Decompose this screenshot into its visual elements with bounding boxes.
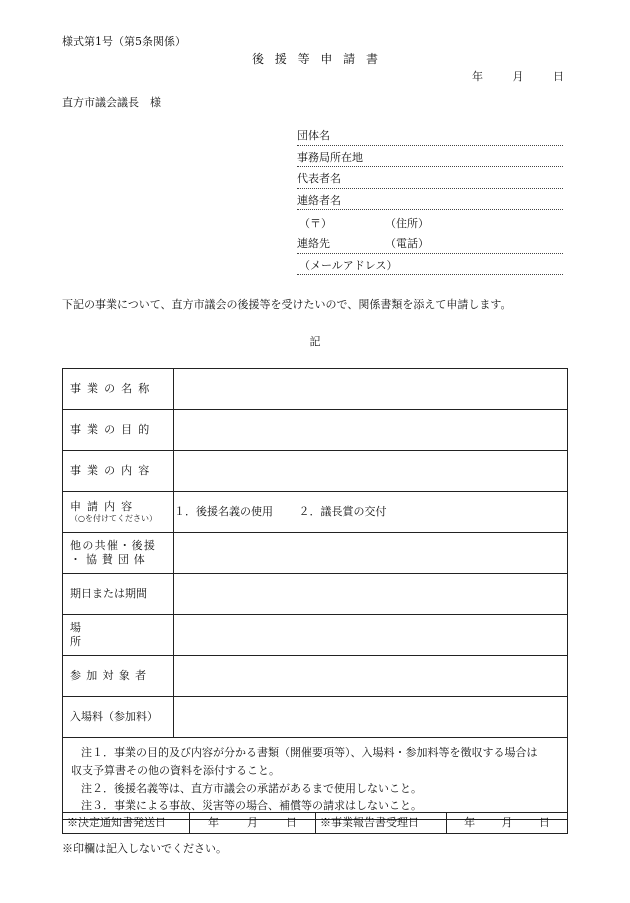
phone-field[interactable] xyxy=(297,232,563,254)
fee-label: 入場料（参加料） xyxy=(63,697,174,738)
place-input[interactable] xyxy=(174,615,568,656)
office-address-field[interactable] xyxy=(297,146,563,168)
table-row xyxy=(63,574,568,615)
office-address-label: 事務局所在地 xyxy=(297,150,363,164)
fee-input[interactable] xyxy=(174,697,568,738)
project-content-label: 事業の内容 xyxy=(63,451,174,492)
application-options xyxy=(174,492,568,533)
contact-label: 連絡先 xyxy=(297,237,330,251)
report-date-label: ※事業報告書受理日 xyxy=(316,813,447,834)
application-content-title: 申請内容 xyxy=(70,499,139,513)
decision-month: 月 xyxy=(247,815,258,829)
cosponsor-line1: 他の共催・後援 xyxy=(70,538,157,552)
email-field[interactable] xyxy=(297,254,563,276)
note-2: 注２．後援名義等は、直方市議会の承諾があるまで使用しないこと。 xyxy=(81,781,422,795)
table-row xyxy=(63,697,568,738)
addressee: 直方市議会議長 様 xyxy=(62,96,161,109)
table-row xyxy=(63,656,568,697)
representative-field[interactable] xyxy=(297,167,563,189)
option-chair-award[interactable]: ２．議長賞の交付 xyxy=(298,504,387,518)
place-label-text: 場所 xyxy=(70,620,139,648)
notes-cell xyxy=(63,738,568,820)
form-number: 様式第1号（第5条関係） xyxy=(62,35,186,48)
email-label: （メールアドレス） xyxy=(299,258,398,272)
date-day: 日 xyxy=(553,70,564,83)
cosponsor-line2: ・協賛団体 xyxy=(70,553,150,566)
cosponsor-label xyxy=(63,533,174,574)
note-3: 注３．事業による事故、災害等の場合、補償等の請求はしないこと。 xyxy=(81,799,422,813)
report-date-value[interactable] xyxy=(447,813,568,834)
footnote: ※印欄は記入しないでください。 xyxy=(62,842,227,855)
project-purpose-input[interactable] xyxy=(174,410,568,451)
postal-label: （〒） xyxy=(299,216,332,230)
office-use-table xyxy=(62,812,568,834)
notes-row xyxy=(63,738,568,820)
date-month: 月 xyxy=(512,70,524,83)
table-row xyxy=(63,451,568,492)
applicant-block xyxy=(297,124,563,275)
project-content-input[interactable] xyxy=(174,451,568,492)
table-row xyxy=(63,533,568,574)
organization-field[interactable] xyxy=(297,124,563,146)
application-content-label xyxy=(63,492,174,533)
project-name-input[interactable] xyxy=(174,369,568,410)
intro-text: 下記の事業について、直方市議会の後援等を受けたいので、関係書類を添えて申請します。 xyxy=(62,298,512,311)
address-label: （住所） xyxy=(385,216,429,230)
note-1-continued: 収支予算書その他の資料を添付すること。 xyxy=(71,763,280,777)
decision-date-label: ※決定通知書発送日 xyxy=(63,813,190,834)
organization-label: 団体名 xyxy=(297,129,330,143)
decision-date-value[interactable] xyxy=(190,813,316,834)
phone-label: （電話） xyxy=(385,237,429,251)
report-day: 日 xyxy=(538,815,550,829)
participants-label: 参加対象者 xyxy=(63,656,174,697)
project-purpose-label: 事業の目的 xyxy=(63,410,174,451)
period-label: 期日または期間 xyxy=(63,574,174,615)
representative-label: 代表者名 xyxy=(297,172,341,186)
date-year: 年 xyxy=(472,70,483,83)
office-use-row xyxy=(63,813,568,834)
address-field[interactable] xyxy=(297,210,563,232)
decision-day: 日 xyxy=(286,815,297,829)
contact-person-field[interactable] xyxy=(297,189,563,211)
report-year: 年 xyxy=(464,815,476,829)
table-row xyxy=(63,369,568,410)
cosponsor-input[interactable] xyxy=(174,533,568,574)
contact-person-label: 連絡者名 xyxy=(297,194,341,208)
note-1: 注１．事業の目的及び内容が分かる書類（開催要項等）、入場料・参加料等を徴収する場合は xyxy=(81,746,538,759)
table-row xyxy=(63,492,568,533)
project-name-label: 事業の名称 xyxy=(63,369,174,410)
table-row xyxy=(63,615,568,656)
application-date xyxy=(472,70,564,84)
table-row xyxy=(63,410,568,451)
place-label xyxy=(63,615,174,656)
option-endorsement-name[interactable]: １．後援名義の使用 xyxy=(174,504,273,518)
application-table xyxy=(62,368,568,820)
ki-heading: 記 xyxy=(309,335,321,348)
document-title: 後援等申請書 xyxy=(251,52,389,66)
period-input[interactable] xyxy=(174,574,568,615)
application-content-note: （○を付けてください） xyxy=(70,513,157,523)
report-month: 月 xyxy=(501,815,513,829)
decision-year: 年 xyxy=(208,815,219,829)
participants-input[interactable] xyxy=(174,656,568,697)
